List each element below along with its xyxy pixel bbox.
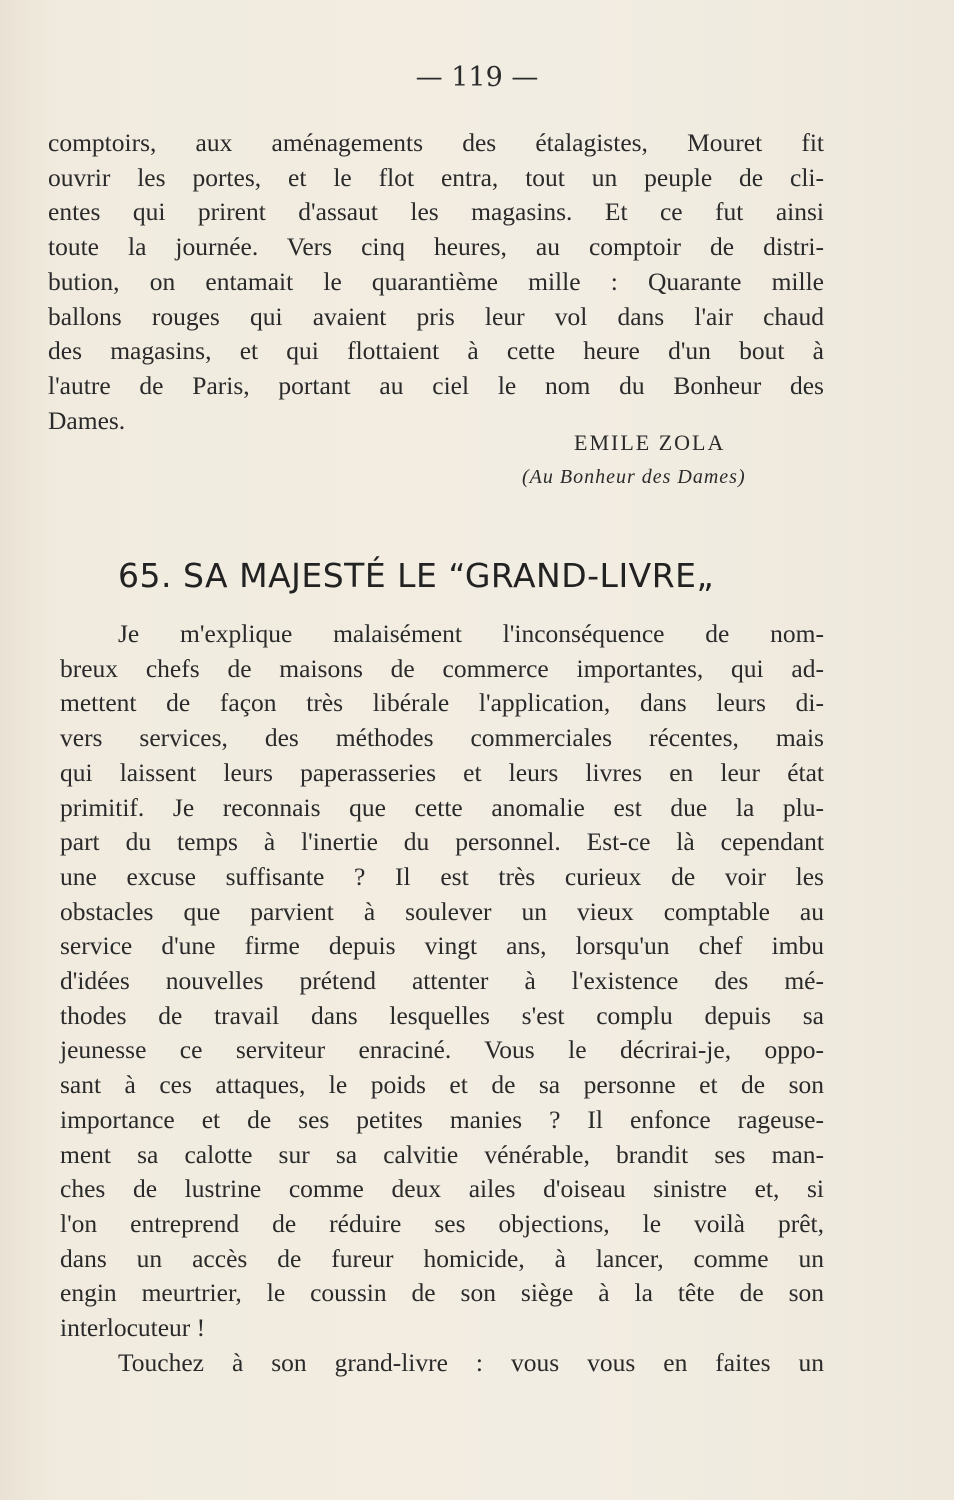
paragraph-zola-excerpt (48, 126, 824, 438)
text-line: toute la journée. Vers cinq heures, au comptoir de distri- (48, 232, 824, 262)
text-line: Dames. (48, 405, 126, 435)
text-line: entes qui prirent d'assaut les magasins. Et ce fut ainsi (48, 197, 824, 227)
text-line: thodes de travail dans lesquelles s'est complu depuis sa (60, 1000, 824, 1030)
text-line: engin meurtrier, le coussin de son siège à la tête de son (60, 1278, 824, 1308)
text-line: ouvrir les portes, et le flot entra, tout un peuple de cli- (48, 162, 824, 192)
text-line: l'autre de Paris, portant au ciel le nom du Bonheur des (48, 370, 824, 400)
text-line: ballons rouges qui avaient pris leur vol dans l'air chaud (48, 301, 824, 331)
text-line: part du temps à l'inertie du personnel. Est-ce là cependant (60, 827, 824, 857)
text-line: des magasins, et qui flottaient à cette heure d'un bout à (48, 336, 824, 366)
text-line: vers services, des méthodes commerciales récentes, mais (60, 723, 824, 753)
text-line: sant à ces attaques, le poids et de sa personne et de son (60, 1070, 824, 1100)
text-line: breux chefs de maisons de commerce importantes, qui ad- (60, 653, 824, 683)
text-line: dans un accès de fureur homicide, à lancer, comme un (60, 1243, 824, 1273)
text-line: l'on entreprend de réduire ses objections, le voilà prêt, (60, 1208, 824, 1238)
text-line: service d'une firme depuis vingt ans, lorsqu'un chef imbu (60, 931, 824, 961)
text-line: qui laissent leurs paperasseries et leurs livres en leur état (60, 757, 824, 787)
text-line: une excuse suffisante ? Il est très curieux de voir les (60, 861, 824, 891)
text-line: interlocuteur ! (60, 1313, 206, 1343)
text-line: Je m'explique malaisément l'inconséquence de nom- (118, 619, 824, 648)
text-line: d'idées nouvelles prétend attenter à l'existence des mé- (60, 966, 824, 996)
text-line: obstacles que parvient à soulever un vieux comptable au (60, 896, 824, 926)
paragraph-grand-livre (60, 617, 824, 1380)
text-line: ment sa calotte sur sa calvitie vénérable, brandit ses man- (60, 1139, 824, 1169)
text-line: mettent de façon très libérale l'application, dans leurs di- (60, 688, 824, 718)
section-heading: 65. SA MAJESTÉ LE “GRAND-LIVRE„ (118, 556, 715, 595)
text-line: Touchez à son grand-livre : vous vous en faites un (118, 1347, 824, 1377)
author-signature: EMILE ZOLA (574, 430, 726, 455)
text-line: jeunesse ce serviteur enraciné. Vous le décrirai-je, oppo- (60, 1035, 824, 1065)
source-citation: (Au Bonheur des Dames) (522, 466, 746, 488)
text-line: comptoirs, aux aménagements des étalagistes, Mouret fit (48, 128, 824, 157)
text-line: primitif. Je reconnais que cette anomalie est due la plu- (60, 792, 824, 822)
text-line: bution, on entamait le quarantième mille : Quarante mille (48, 266, 824, 296)
text-line: ches de lustrine comme deux ailes d'oiseau sinistre et, si (60, 1174, 824, 1204)
text-line: importance et de ses petites manies ? Il enfonce rageuse- (60, 1104, 824, 1134)
page-number: — 119 — (415, 62, 539, 93)
